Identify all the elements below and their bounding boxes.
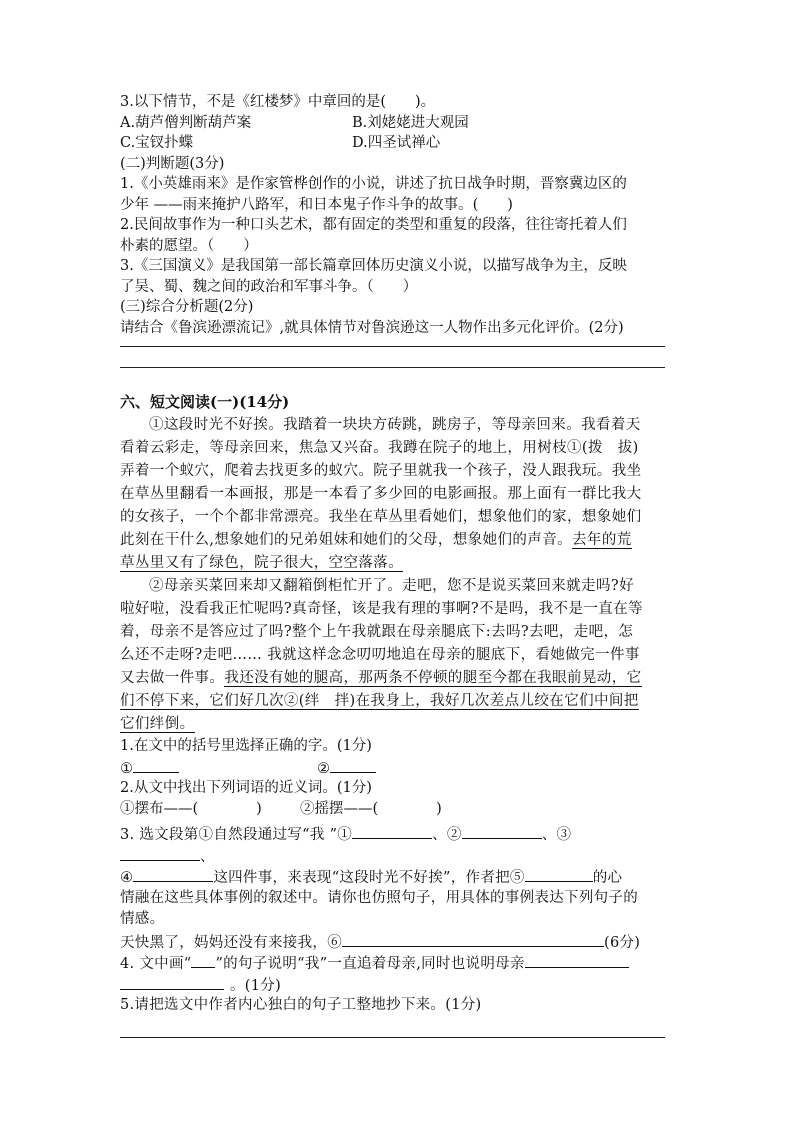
underlined-sentence: 它们绊倒。 — [120, 716, 195, 732]
exam-page — [120, 92, 680, 1038]
q1-stem: 1.在文中的括号里选择正确的字。(1分) — [120, 738, 372, 754]
q3-text: 天快黑了，妈妈还没有来接我，⑥ — [120, 934, 342, 951]
analysis-title: (三)综合分析题(2分) — [120, 299, 254, 315]
underlined-sentence: 草丛里又有了绿色，院子很大，空空落落。 — [120, 555, 404, 571]
option-a: A.葫芦僧判断葫芦案 — [120, 114, 252, 131]
judge-2-line-1: 2.民间故事作为一种口头艺术，都有固定的类型和重复的段落，往往寄托着人们 — [120, 217, 627, 233]
judge-title: (二)判断题(3分) — [120, 155, 225, 172]
q3-line-2 — [120, 845, 680, 867]
underlined-sentence: 我还没有她的腿高，那两条不停顿的腿至今都在我眼前晃动，它 — [224, 670, 642, 686]
underlined-sentence: 们不停下来，它们好几次②(绊 拌)在我身上，我好几次差点儿绞在它们中间把 — [120, 693, 639, 709]
q3-label: ④ — [120, 870, 134, 886]
blank-1[interactable] — [133, 757, 179, 773]
q5-stem: 5.请把选文中作者内心独白的句子工整地抄下来。(1分) — [120, 997, 482, 1013]
p2-line: ②母亲买菜回来却又翻箱倒柜忙开了。走吧，您不是说买菜回来就走吗?好 — [149, 578, 634, 594]
questions — [120, 736, 680, 820]
reading-passage — [120, 414, 680, 736]
q3-stem: 3.以下情节，不是《红楼梦》中章回的是( )。 — [120, 94, 436, 110]
q2-items — [120, 799, 680, 820]
blank-3-4[interactable] — [133, 866, 213, 882]
answer-line[interactable] — [120, 347, 665, 368]
judge-2-line-2: 朴素的愿望。（ ） — [120, 237, 258, 254]
option-b: B.刘姥姥进大观园 — [352, 114, 469, 131]
blank-2[interactable] — [330, 757, 376, 773]
judge-3-line-1: 3.《三国演义》是我国第一部长篇章回体历史演义小说，以描写战争为主，反映 — [120, 258, 627, 274]
q4-text: 4. 文中画“ — [120, 956, 192, 972]
p1-line — [120, 552, 680, 575]
q1-blanks — [120, 757, 680, 778]
q1-label-b: ② — [317, 761, 330, 777]
p1-line: 弄着一个蚁穴，爬着去找更多的蚁穴。院子里就我一个孩子，没人跟我玩。我坐 — [120, 463, 642, 479]
section-5-part — [120, 92, 680, 368]
underlined-sentence: 去年的荒 — [572, 532, 632, 548]
blank-4-1[interactable] — [525, 952, 629, 968]
p1-line: 的女孩子，一个个都非常漂亮。我坐在草丛里看她们，想象他们的家，想象她们 — [120, 509, 642, 525]
q3-sep: 、 — [200, 848, 215, 865]
q3-line-4: 情融在这些具体事例的叙述中。请你也仿照句子，用具体的事例表达下列句子的 — [120, 889, 638, 906]
p2-text: 又去做一件事。 — [120, 670, 225, 686]
spacer — [120, 368, 680, 390]
q1-label-a: ① — [120, 761, 133, 777]
option-c: C.宝钗扑蝶 — [120, 135, 194, 151]
q2-item-a[interactable]: ①摆布——( ) — [120, 801, 262, 817]
q4-underline-marker — [191, 952, 215, 968]
q3-text: 这四件事，来表现“这段时光不好挨”，作者把⑤ — [213, 870, 525, 886]
blank-3-3[interactable] — [120, 845, 200, 861]
q4-text: ”的句子说明“我”一直追着母亲,同时也说明母亲 — [215, 956, 525, 972]
p2-line — [120, 690, 680, 713]
q2-item-b[interactable]: ②摇摆——( ) — [300, 801, 442, 817]
q4-line-2 — [120, 974, 680, 996]
section-6-title: 六、短文阅读(一)(14分) — [120, 393, 290, 411]
judge-3-line-2: 了吴、蜀、魏之间的政治和军事斗争。（ ） — [120, 278, 418, 295]
options-cd — [120, 133, 680, 154]
p1-line: 看着云彩走，等母亲回来，焦急又兴奋。我蹲在院子的地上，用树枝①(拨 拔) — [120, 440, 639, 456]
p1-line: 在草丛里翻看一本画报，那是一本看了多少回的电影画报。那上面有一群比我大 — [120, 486, 642, 502]
option-d: D.四圣试禅心 — [352, 135, 441, 151]
blank-3-1[interactable] — [352, 823, 432, 839]
blank-4-2[interactable] — [120, 974, 224, 990]
p2-line: 啦好啦，没看我正忙呢吗?真奇怪，该是我有理的事啊?不是吗，我不是一直在等 — [120, 601, 643, 617]
blank-3-2[interactable] — [462, 823, 542, 839]
q3-line-6 — [120, 931, 680, 953]
blank-3-5[interactable] — [525, 866, 593, 882]
p2-line: 么还不走呀?走吧…… 我就这样念念叨叨地追在母亲的腿底下，看她做完一件事 — [120, 647, 640, 663]
q3-text: 的心 — [592, 870, 623, 886]
options-ab — [120, 113, 680, 134]
question-3 — [120, 823, 680, 1038]
analysis-question: 请结合《鲁滨逊漂流记》,就具体情节对鲁滨逊这一人物作出多元化评价。(2分) — [120, 319, 624, 336]
q3-line-3 — [120, 866, 680, 888]
p2-line — [120, 667, 680, 690]
answer-line[interactable] — [120, 338, 665, 347]
q4-score: 。(1分) — [230, 977, 282, 994]
p2-line: 着，母亲不是答应过了吗?整个上午我就跟在母亲腿底下:去吗?去吧，走吧，怎 — [120, 624, 634, 640]
q4-line-1 — [120, 952, 680, 974]
p1-line: ①这段时光不好挨。我踏着一块块方砖跳，跳房子，等母亲回来。我看着天 — [149, 417, 641, 433]
judge-1-line-1: 1.《小英雄雨来》是作家管桦创作的小说，讲述了抗日战争时期，晋察冀边区的 — [120, 176, 627, 192]
p1-line — [120, 529, 680, 552]
q3-text: 3. 选文段第①自然段通过写“我 ”① — [120, 827, 353, 843]
q3-sep: 、② — [432, 827, 462, 843]
q3-sep: 、③ — [541, 827, 572, 843]
q3-line-1 — [120, 823, 680, 845]
q3-line-5: 情感。 — [120, 911, 165, 927]
p1-text: 此刻在干什么,想象她们的兄弟姐妹和她们的父母，想象她们的声音。 — [120, 532, 573, 548]
q2-stem: 2.从文中找出下列词语的近义词。(1分) — [120, 780, 372, 796]
answer-line[interactable] — [120, 1017, 665, 1038]
p2-line — [120, 713, 680, 736]
q3-score: (6分) — [604, 934, 641, 951]
judge-1-line-2: 少年 ——雨来掩护八路军，和日本鬼子作斗争的故事。( ) — [120, 196, 513, 213]
blank-3-6[interactable] — [342, 931, 604, 947]
